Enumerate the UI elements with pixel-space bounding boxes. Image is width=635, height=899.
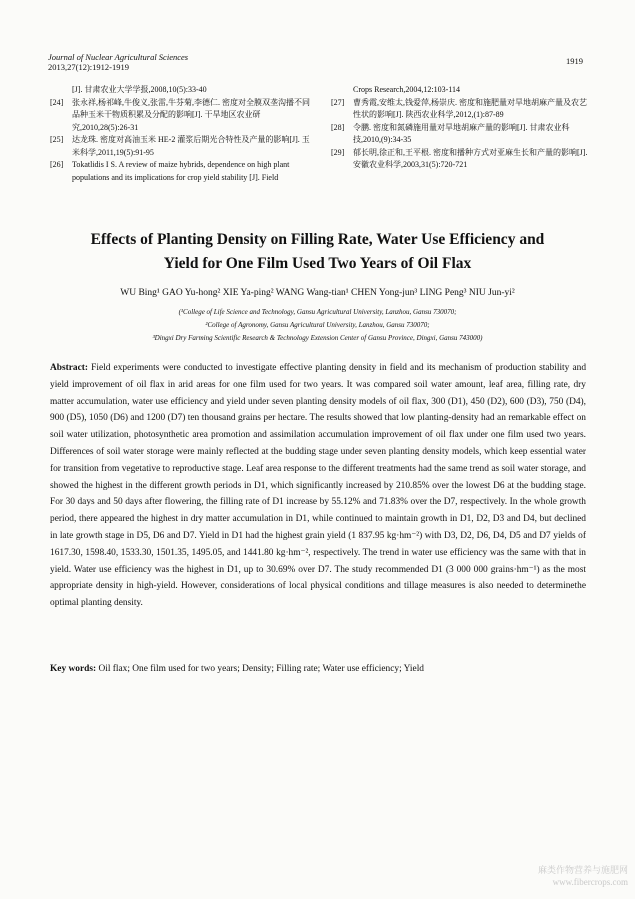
keywords-text: Oil flax; One film used for two years; Density; Filling rate; Water use efficiency; Yield [98,664,424,674]
reference-item: [J]. 甘肃农业大学学报,2008,10(5):33-40 [72,85,207,94]
title-line-1: Effects of Planting Density on Filling Rate, Water Use Efficiency and [90,231,545,248]
references-right-column [331,84,593,172]
paper-title [40,228,595,276]
title-line-2: Yield for One Film Used Two Years of Oil Flax [163,255,472,272]
watermark [496,864,628,888]
keywords [50,664,586,674]
author-list: WU Bing¹ GAO Yu-hong² XIE Ya-ping² WANG Wang-tian¹ CHEN Yong-jun³ LING Peng³ NIU Jun-yi² [120,288,515,298]
abstract-text: Field experiments were conducted to investigate effective planting density in field and its mechanism of production stability and yield improvement of oil flax in arid areas for one film used for two years. It was compared soil water amount, leaf area, filling rate, dry matter accumulation, water use efficiency and yield under seven planting density models of oil flax, 300 (D1), 450 (D2), 600 (D3), 750 (D4), 900 (D5), 1050 (D6) and 1200 (D7) ten thousand grains per hectare. The results showed that low planting-density had an remarkable effect on soil water utilization, photosynthetic area promotion and assimilation accumulation improvement of oil flax under one film used two years. Differences of soil water storage were mainly reflected at the budding stage under seven planting density models, which keep essential water for transition from vegetative to reproductive stage. Leaf area response to the different treatments had the same trend as soil water storage, and showed the highest in the different growth periods in D1, which significantly increased by 210.85% over the lowest D6 at the budding stage. For 30 days and 50 days after flowering, the filling rate of D1 increase by 55.12% and 71.83% over the D7, respectively. In the whole growth period, there appeared the highest in dry matter accumulation in D1, while continued to maintain growth in D1, D2, D3 and D4, but declined in late growth stage in D5, D6 and D7. Yield in D1 had the highest grain yield (1 837.95 kg·hm⁻²) with D3, D2, D6, D4, D5 and D7 yields of 1617.30, 1598.40, 1533.30, 1501.35, 1495.05, and 1441.80 kg·hm⁻², respectively. The trend in water use efficiency was the same with that in yield. Water use efficiency was the highest in D1, up to 30.69% over D7. The study recommended D1 (3 000 000 grains·hm⁻¹) as the most appropriate density in high-yield. However, considerations of local physical conditions and tillage measures is also needed to determinethe optimal planting density. [50,363,587,609]
affiliation-2: ²College of Agronomy, Gansu Agricultural University, Lanzhou, Gansu 730070; [205,321,430,329]
abstract-label: Abstract: [50,363,89,373]
reference-item: [28] 令鹏. 密度和氮磷施用量对旱地胡麻产量的影响[J]. 甘肃农业科技,2010,(9):34-35 [331,122,570,144]
reference-item: [29] 郁长明,徐正和,王平根. 密度和播种方式对亚麻生长和产量的影响[J]. 安徽农业科学,2003,31(5):720-721 [331,147,588,169]
reference-item: [27] 曹秀霞,安维太,钱爱萍,杨崇庆. 密度和施肥量对旱地胡麻产量及农艺性状的影响[J]. 陕西农业科学,2012,(1):87-89 [331,97,587,119]
watermark-line-2: www.fibercrops.com [552,877,628,887]
keywords-label: Key words: [50,664,97,674]
journal-name: Journal of Nuclear Agricultural Sciences [48,52,189,62]
abstract [50,360,586,612]
affiliation-3: ³Dingxi Dry Farming Scientific Research & Technology Extension Center of Gansu Province, Dingxi, Gansu 743000) [152,334,483,342]
reference-item: Crops Research,2004,12:103-114 [353,85,461,94]
journal-header [48,52,188,72]
journal-issue: 2013,27(12):1912-1919 [48,62,129,72]
watermark-line-1: 麻类作物营养与施肥网 [537,865,628,875]
reference-item: [25] 达龙珠. 密度对高油玉米 HE-2 灌浆后期光合特性及产量的影响[J]. 玉米科学,2011,19(5):91-95 [50,135,310,157]
page-number: 1919 [566,56,583,66]
references-left-column [50,84,312,184]
reference-item: [24] 张永祥,杨祁峰,牛俊义,张雷,牛芬菊,李德仁. 密度对全膜双垄沟播不同品种玉米干物质积累及分配的影响[J]. 干旱地区农业研究,2010,28(5):26-31 [50,97,310,132]
affiliation-1: (¹College of Life Science and Technology, Gansu Agricultural University, Lanzhou, Gansu 730070; [178,308,457,316]
reference-item: [26] Tokatlidis I S. A review of maize hybrids, dependence on high plant populations and its implications for crop yield stability [J]. Field [50,160,290,182]
